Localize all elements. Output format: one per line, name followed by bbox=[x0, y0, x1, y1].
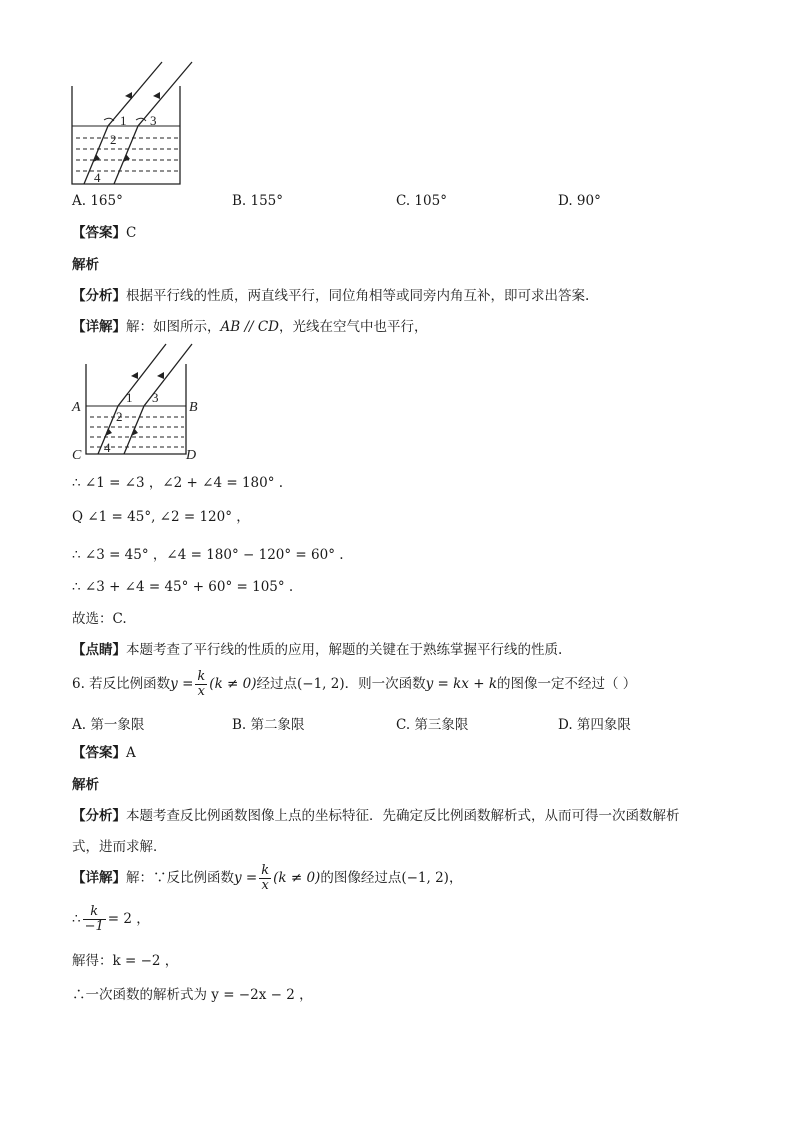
svg-text:1: 1 bbox=[120, 113, 127, 128]
q5-analysis-title: 解析 bbox=[72, 257, 99, 273]
svg-text:3: 3 bbox=[150, 113, 157, 128]
q5-option-a: A. 165° bbox=[72, 193, 123, 209]
fraction-k-over-x: $\frac{k}{x}$ bbox=[197, 669, 206, 699]
svg-text:3: 3 bbox=[152, 390, 159, 405]
q6-analysis-title: 解析 bbox=[72, 777, 99, 793]
q5-step-3: ∴ ∠3 = 45° ，∠4 = 180° − 120° = 60° . bbox=[72, 547, 344, 563]
answer-value: C bbox=[126, 225, 137, 241]
fraction-k-over-neg1: $\frac{k}{-1}$ bbox=[84, 904, 104, 934]
q6-fenxi-line-1: 【分析】本题考查反比例函数图像上点的坐标特征．先确定反比例函数解析式，从而可得一次函数解析 bbox=[72, 808, 680, 824]
q5-option-b: B. 155° bbox=[232, 193, 284, 209]
q5-choose: 故选：C. bbox=[72, 611, 127, 627]
svg-text:2: 2 bbox=[116, 409, 123, 424]
svg-text:4: 4 bbox=[104, 440, 111, 455]
q6-fenxi-line-2: 式，进而求解． bbox=[72, 839, 167, 855]
beaker-figure-2 bbox=[66, 340, 202, 464]
q6-option-c: C. 第三象限 bbox=[396, 717, 469, 733]
q5-step-1: ∴ ∠1 = ∠3 ，∠2 + ∠4 = 180° . bbox=[72, 475, 284, 491]
q6-step-1: ∴ $\frac{k}{-1}$ = 2 ， bbox=[72, 904, 150, 934]
svg-text:A: A bbox=[72, 400, 81, 415]
beaker-outline bbox=[72, 86, 180, 184]
svg-text:C: C bbox=[72, 448, 82, 463]
q6-stem: 6. 若反比例函数y = $\frac{k}{x}$ (k ≠ 0)经过点(−1, 2)．则一次函数y = kx + k的图像一定不经过（ ） bbox=[72, 669, 637, 699]
q5-step-2: Q ∠1 = 45°, ∠2 = 120° ， bbox=[72, 509, 250, 525]
q6-xiangjie-line: 【详解】解：∵反比例函数y = $\frac{k}{x}$ (k ≠ 0)的图像经过点(−1, 2)， bbox=[72, 863, 463, 893]
svg-text:D: D bbox=[186, 448, 197, 463]
q6-option-d: D. 第四象限 bbox=[558, 717, 631, 733]
q6-option-b: B. 第二象限 bbox=[232, 717, 305, 733]
q5-option-c: C. 105° bbox=[396, 193, 447, 209]
q5-xiangjie-line: 【详解】解：如图所示，AB // CD，光线在空气中也平行， bbox=[72, 319, 428, 335]
svg-text:1: 1 bbox=[126, 390, 133, 405]
q6-step-2: 解得：k = −2 ， bbox=[72, 953, 179, 969]
svg-text:B: B bbox=[189, 400, 198, 415]
q6-answer-line: 【答案】A bbox=[72, 745, 136, 761]
q5-answer-line bbox=[72, 224, 136, 242]
q5-fenxi-line: 【分析】根据平行线的性质，两直线平行，同位角相等或同旁内角互补，即可求出答案. bbox=[72, 288, 590, 304]
answer-tag: 【答案】 bbox=[72, 225, 126, 241]
svg-text:2: 2 bbox=[110, 132, 117, 147]
q5-dianjing-line: 【点睛】本题考查了平行线的性质的应用，解题的关键在于熟练掌握平行线的性质. bbox=[72, 642, 563, 658]
q6-option-a: A. 第一象限 bbox=[72, 717, 145, 733]
q5-option-d: D. 90° bbox=[558, 193, 601, 209]
q6-step-3: ∴一次函数的解析式为 y = −2x − 2 ， bbox=[72, 987, 313, 1003]
q5-step-4: ∴ ∠3 + ∠4 = 45° + 60° = 105° . bbox=[72, 579, 294, 595]
svg-text:4: 4 bbox=[94, 170, 101, 185]
fraction-k-over-x: $\frac{k}{x}$ bbox=[261, 863, 270, 893]
beaker-figure-1 bbox=[66, 58, 196, 190]
